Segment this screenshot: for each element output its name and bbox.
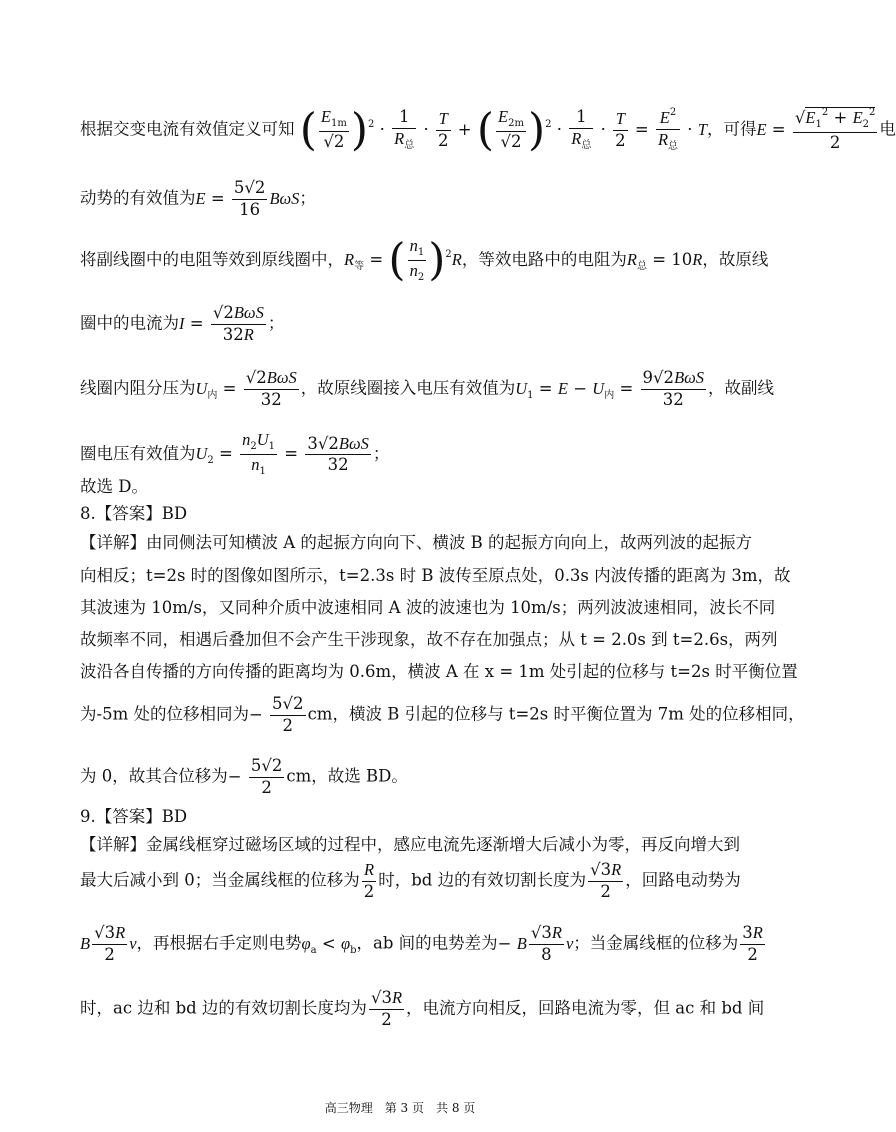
formula-line-3: 将副线圈中的电阻等效到原线圈中，$R_等$ = ( $\frac{n_1}{n_2}$ )$^2$R，等效电路中的电阻为$R_总 = 10R$，故原线	[80, 234, 769, 286]
current-formula: I = $\frac{\text{√2BωS}}{32R}$	[179, 303, 264, 344]
formula-line-5: 线圈内阻分压为$U_内$ = $\frac{\text{√2BωS}}{32}$ ，故原线圈接入电压有效值为$U_1 = E - U_内$ = $\frac{\text{9√2BωS}}{32}$ ，故副线	[80, 368, 775, 409]
potential-difference-formula: − B $\frac{√3R}{8}$ v	[497, 923, 574, 964]
total-resistance-formula: $R_总 = 10R$	[626, 250, 703, 272]
cut-length-both-formula: $\frac{√3R}{2}$	[370, 988, 403, 1029]
formula-line-1: 根据交变电流有效值定义可知 ( $\frac{E_{1m}}{√2}$ )$^2$ · $\frac{1}{R_总}$ · $\frac{T}{2}$ + ( $\frac{E_{2m}}{√2}$ )$^2$ · $\frac{1}{R_总}$ · $\frac{T}{2}$ = $\frac{E^2}{R_总}$ · T，可得E = $\frac{√E_1^2 + E_2^2}{2}$ 电	[80, 104, 896, 155]
q8-detail-line-4: 故频率不同，相遇后叠加但不会产生干涉现象，故不存在加强点；从 t = 2.0s 到 t=2.6s，两列	[80, 630, 778, 649]
q9-detail-line-3: B $\frac{√3R}{2}$ v，再根据右手定则电势$\varphi_a < \varphi_b$，ab 间的电势差为− B $\frac{√3R}{8}$ v；当金属线框的位移为 $\frac{3R}{2}$	[80, 925, 767, 963]
potential-compare-formula: $\varphi_a < \varphi_b$	[301, 933, 357, 956]
answer-line-7: 故选 D。	[80, 477, 148, 496]
q9-answer-heading: 9.【答案】BD	[80, 807, 188, 826]
formula-line-4: 圈中的电流为I = $\frac{\text{√2BωS}}{32R}$ ；	[80, 303, 285, 344]
q8-detail-line-5: 波沿各自传播的方向传播的距离均为 0.6m，横波 A 在 x = 1m 处引起的位移与 t=2s 时平衡位置	[80, 662, 798, 681]
displacement-a-formula: − $\frac{5√2}{2}$	[248, 694, 304, 735]
internal-voltage-formula: $U_内$ = $\frac{\text{√2BωS}}{32}$	[195, 368, 297, 409]
q9-detail-line-4: 时，ac 边和 bd 边的有效切割长度均为 $\frac{√3R}{2}$ ，电流方向相反，回路电流为零，但 ac 和 bd 间	[80, 988, 765, 1029]
q9-detail-line-2: 最大后减小到 0；当金属线框的位移为 $\frac{R}{2}$ 时，bd 边的有效切割长度为 $\frac{√3R}{2}$ ，回路电动势为	[80, 860, 741, 901]
emf-expression-formula: B $\frac{√3R}{2}$ v	[80, 923, 137, 964]
equivalent-resistance-formula: $R_等$ = ( $\frac{n_1}{n_2}$ )$^2$R	[344, 234, 462, 286]
primary-voltage-formula: $U_1 = E - U_内$ = $\frac{\text{9√2BωS}}{32}$	[515, 368, 705, 409]
q8-detail-line-3: 其波速为 10m/s，又同种介质中波速相同 A 波的波速也为 10m/s；两列波波速相同，波长不同	[80, 598, 776, 617]
cut-length-formula: $\frac{√3R}{2}$	[590, 860, 622, 901]
displacement-3r-half-formula: $\frac{3R}{2}$	[742, 923, 763, 964]
q8-answer-heading: 8.【答案】BD	[80, 504, 188, 523]
q8-detail-line-7: 为 0，故其合位移为− $\frac{5√2}{2}$ cm，故选 BD。	[80, 756, 408, 797]
displacement-r-half-formula: $\frac{R}{2}$	[363, 860, 375, 901]
page-footer: 高三物理 第 3 页 共 8 页	[324, 1101, 476, 1115]
total-displacement-formula: − $\frac{5√2}{2}$	[227, 756, 283, 797]
effective-value-equation: ( $\frac{E_{1m}}{√2}$ )$^2$ · $\frac{1}{R_总}$ · $\frac{T}{2}$ + ( $\frac{E_{2m}}{√2}$ )$^2$ · $\frac{1}{R_总}$ · $\frac{T}{2}$ = $\frac{E^2}{R_总}$ · T	[299, 104, 707, 155]
q8-detail-line-1: 【详解】由同侧法可知横波 A 的起振方向向下、横波 B 的起振方向向上，故两列波的起振方	[80, 533, 753, 552]
q8-detail-line-2: 向相反；t=2s 时的图像如图所示，t=2.3s 时 B 波传至原点处，0.3s 内波传播的距离为 3m，故	[80, 566, 791, 585]
formula-line-2: 动势的有效值为E = $\frac{5√2}{16}$ BωS；	[80, 178, 316, 219]
secondary-voltage-formula: $U_2$ = $\frac{n_2U_1}{n_1}$ = $\frac{\text{3√2BωS}}{32}$	[195, 430, 369, 477]
formula-line-6: 圈电压有效值为$U_2$ = $\frac{n_2U_1}{n_1}$ = $\frac{\text{3√2BωS}}{32}$ ；	[80, 430, 390, 477]
q9-detail-line-1: 【详解】金属线框穿过磁场区域的过程中，感应电流先逐渐增大后减小为零，再反向增大到	[80, 835, 740, 854]
emf-result-formula: E = $\frac{√E_1^2 + E_2^2}{2}$	[756, 107, 876, 153]
q8-detail-line-6: 为-5m 处的位移相同为− $\frac{5√2}{2}$ cm，横波 B 引起的位移与 t=2s 时平衡位置为 7m 处的位移相同，	[80, 694, 805, 735]
emf-value-formula: E = $\frac{5√2}{16}$ BωS	[195, 178, 300, 219]
